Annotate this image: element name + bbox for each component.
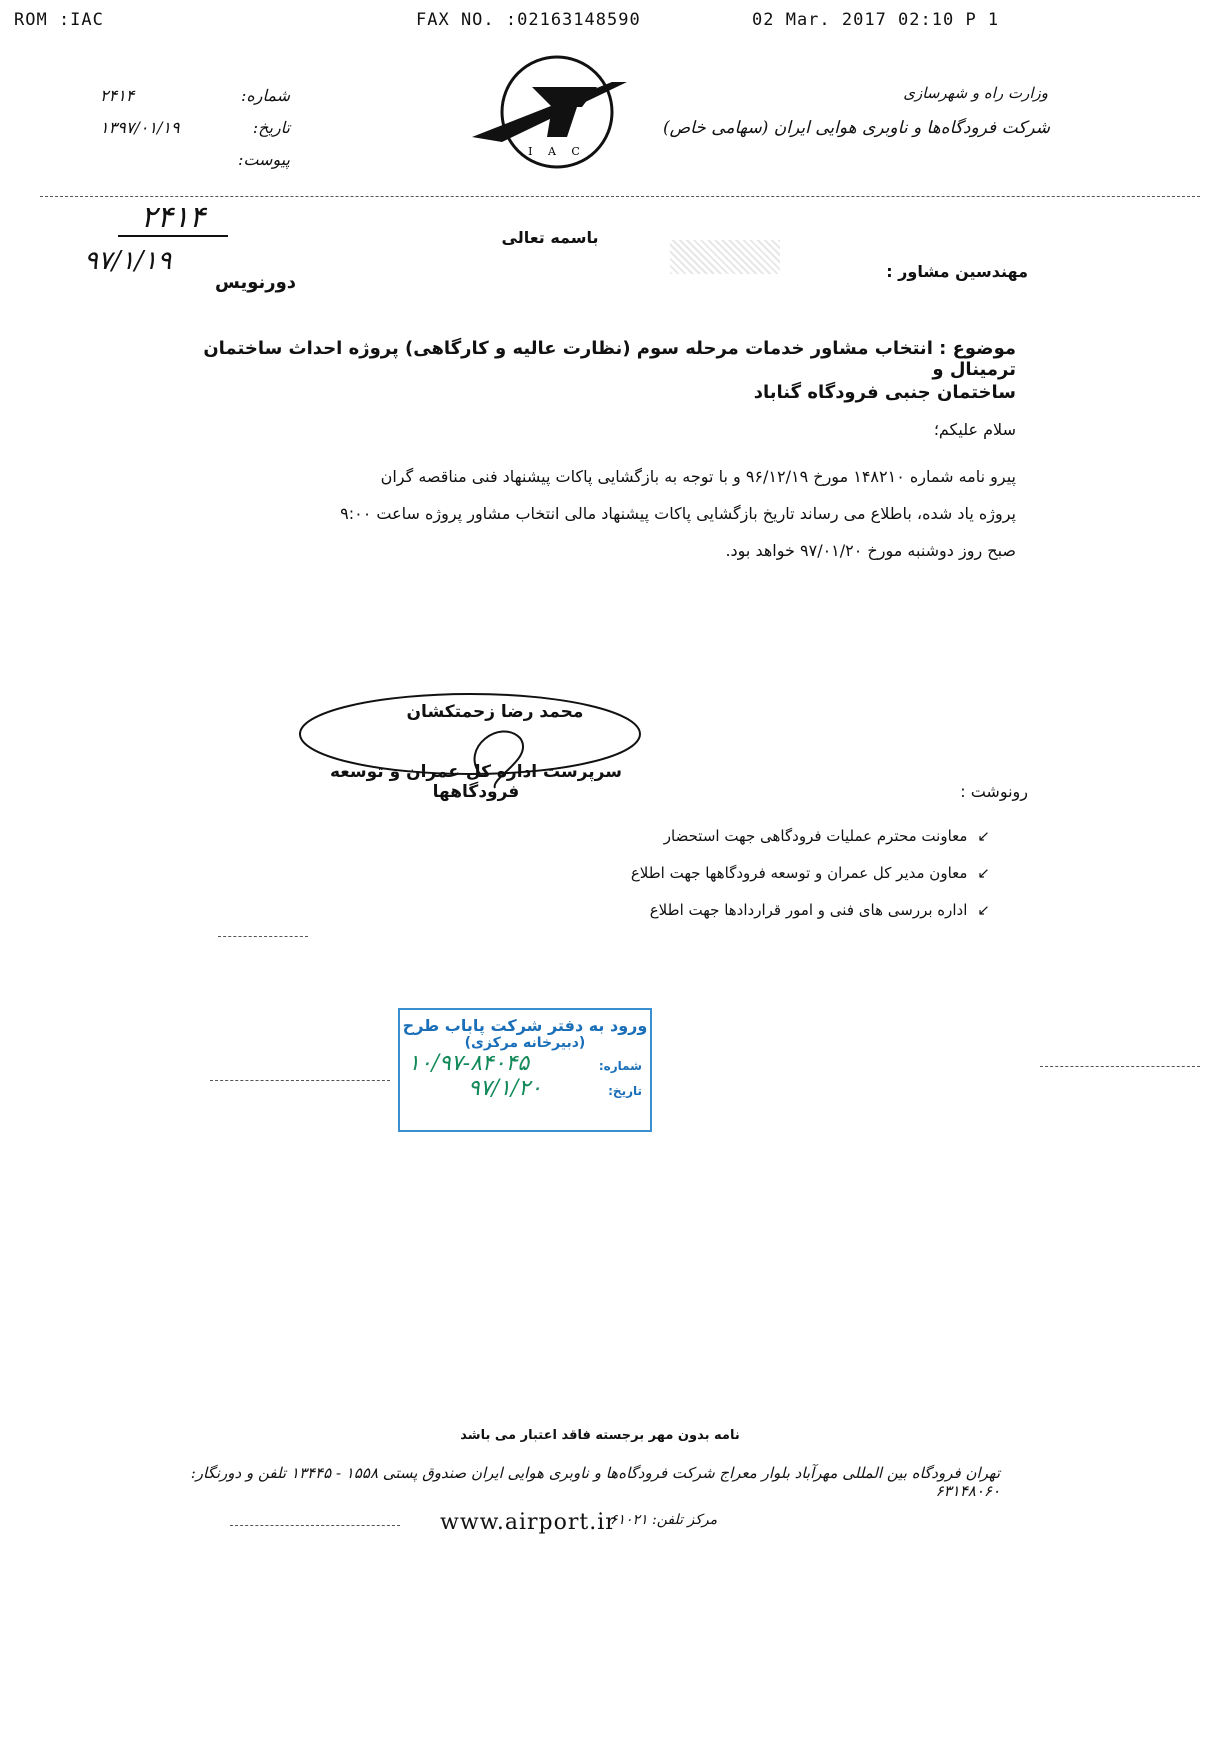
signatory-name: محمد رضا زحمتکشان [406, 702, 584, 722]
handwritten-date: ۹۷/۱/۱۹ [84, 246, 172, 276]
header-divider [40, 196, 1200, 197]
reference-block [100, 80, 290, 176]
handwritten-number: ۲۴۱۴ [118, 200, 228, 237]
footer-switchboard: مرکز تلفن: ۶۱۰۲۱ [610, 1512, 718, 1528]
scan-mark [218, 936, 308, 937]
stamp-date-label: تاریخ: [608, 1084, 642, 1098]
receipt-stamp [398, 1008, 652, 1132]
fax-copy-label: دورنویس [215, 272, 297, 293]
greeting: سلام علیکم؛ [933, 420, 1016, 439]
stamp-date-value: ۹۷/۱/۲۰ [468, 1076, 542, 1101]
subject-line-2: ساختمان جنبی فرودگاه گناباد [753, 382, 1016, 403]
subject-line-1: موضوع : انتخاب مشاور خدمات مرحله سوم (نظارت عالیه و کارگاهی) پروژه احداث ساختمان ترمینال و [203, 338, 1016, 380]
logo-text: I A C [528, 145, 586, 158]
scan-mark [1040, 1066, 1200, 1067]
cc-label: رونوشت : [960, 782, 1028, 801]
cc-list [290, 818, 990, 929]
reference-number-value: ۲۴۱۴ [100, 86, 135, 105]
footer-website: www.airport.ir [440, 1510, 617, 1535]
cc-bullet-icon: ↙ [977, 864, 990, 882]
stamp-number-value: ۱۰/۹۷-۸۴۰۴۵ [408, 1051, 530, 1076]
stamp-number-row [400, 1051, 650, 1076]
stamp-number-label: شماره: [598, 1059, 642, 1073]
reference-number-label: شماره: [240, 86, 290, 105]
body-line-2: پروژه یاد شده، باطلاع می رساند تاریخ بازگشایی پاکات پیشنهاد مالی انتخاب مشاور پروژه ساعت ۹:۰۰ [340, 504, 1016, 523]
cc-item: ↙معاونت محترم عملیات فرودگاهی جهت استحضار [663, 827, 990, 845]
ministry-name: وزارت راه و شهرسازی [903, 84, 1048, 102]
stamp-subtitle: (دبیرخانه مرکزی) [464, 1035, 586, 1051]
stamp-title: ورود به دفتر شرکت پاباب طرح [402, 1016, 648, 1035]
footer-address: تهران فرودگاه بین المللی مهرآباد بلوار معراج شرکت فرودگاه‌ها و ناوبری هوایی ایران صندوق پستی ۱۵۵۸ - ۱۳۴۴۵ تلفن و دورنگار: ۶۳۱۴۸۰۶۰ [190, 1464, 1000, 1500]
reference-date-value: ۱۳۹۷/۰۱/۱۹ [100, 118, 180, 137]
reference-attachment-label: پیوست: [237, 150, 290, 169]
signatory-title: سرپرست اداره کل عمران و توسعه فرودگاهها [330, 762, 622, 802]
fax-sender: ROM :IAC [14, 10, 104, 30]
reference-number-row [100, 80, 290, 112]
cc-item: ↙اداره بررسی های فنی و امور قراردادها جهت اطلاع [649, 901, 990, 919]
basmala: باسمه تعالی [501, 228, 599, 247]
recipient-label: مهندسین مشاور : [886, 262, 1028, 281]
reference-date-label: تاریخ: [252, 118, 290, 137]
faint-stamp-mark [670, 240, 780, 274]
cc-item: ↙معاون مدیر کل عمران و توسعه فرودگاهها جهت اطلاع [630, 864, 990, 882]
reference-attachment-row [100, 144, 290, 176]
cc-bullet-icon: ↙ [977, 901, 990, 919]
fax-number: FAX NO. :02163148590 [416, 10, 641, 30]
body-line-3: صبح روز دوشنبه مورخ ۹۷/۰۱/۲۰ خواهد بود. [725, 541, 1016, 560]
stamp-date-row [400, 1076, 650, 1101]
iac-logo [462, 52, 642, 172]
footer-notice: نامه بدون مهر برجسته فاقد اعتبار می باشد [460, 1428, 740, 1443]
letter-body [196, 458, 1016, 569]
company-name: شرکت فرودگاه‌ها و ناوبری هوایی ایران (سهامی خاص) [662, 118, 1050, 138]
reference-date-row [100, 112, 290, 144]
scan-mark [210, 1080, 390, 1081]
cc-bullet-icon: ↙ [977, 827, 990, 845]
footer-divider [230, 1525, 400, 1526]
body-line-1: پیرو نامه شماره ۱۴۸۲۱۰ مورخ ۹۶/۱۲/۱۹ و با توجه به بازگشایی پاکات پیشنهاد فنی مناقصه گران [380, 467, 1016, 486]
fax-date: 02 Mar. 2017 02:10 P 1 [752, 10, 1000, 30]
